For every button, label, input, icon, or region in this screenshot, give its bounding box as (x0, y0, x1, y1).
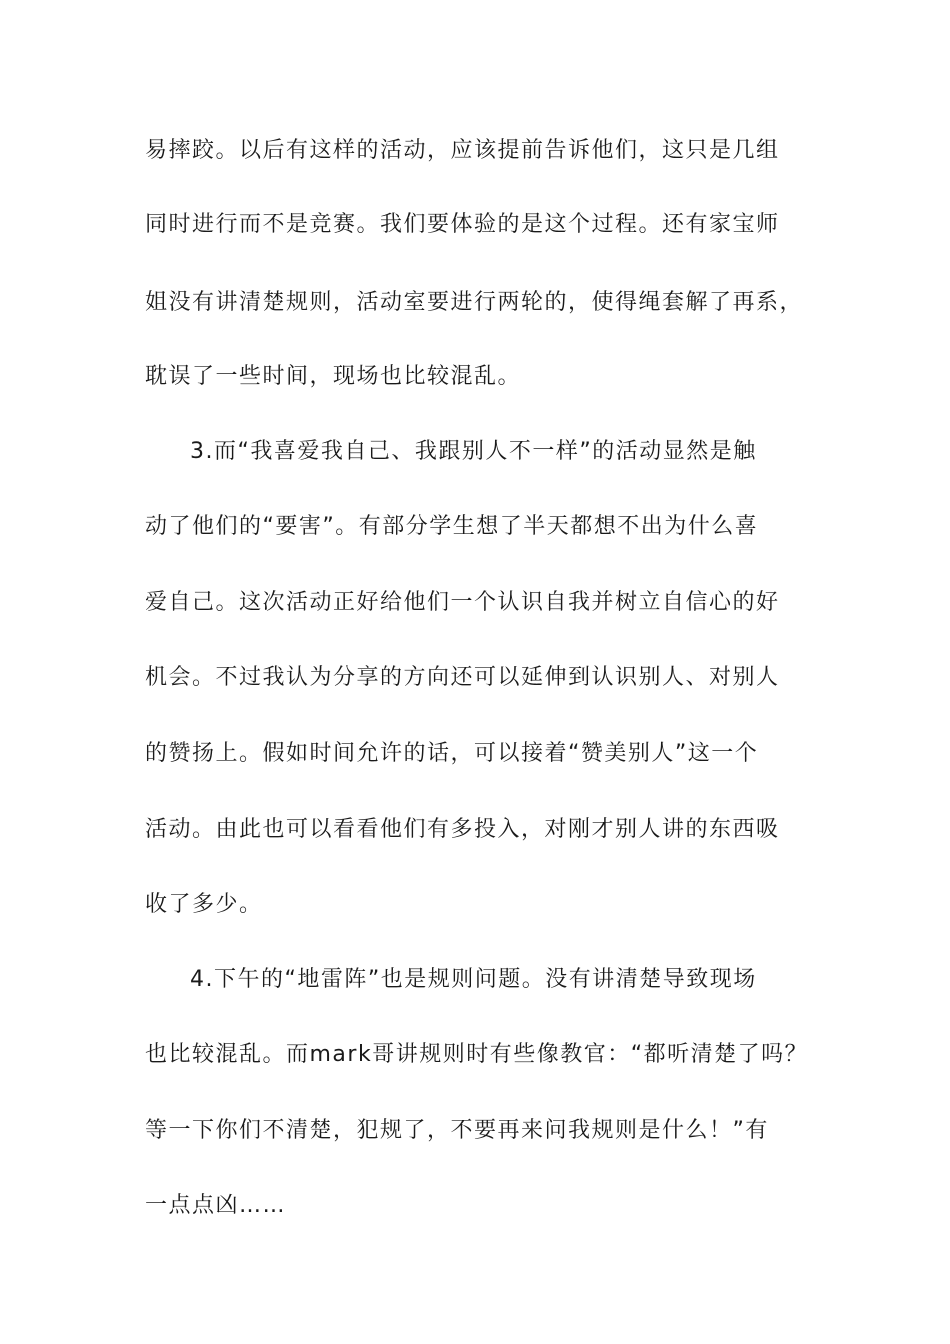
text-line: 机会。不过我认为分享的方向还可以延伸到认识别人、对别人 (145, 665, 780, 690)
text-line: 易摔跤。以后有这样的活动，应该提前告诉他们，这只是几组 (145, 138, 780, 163)
text-line: 活动。由此也可以看看他们有多投入，对刚才别人讲的东西吸 (145, 817, 780, 842)
text-line: 等一下你们不清楚，犯规了，不要再来问我规则是什么！”有 (145, 1118, 769, 1143)
text-line: 的赞扬上。假如时间允许的话，可以接着“赞美别人”这一个 (145, 741, 759, 766)
text-line: 姐没有讲清楚规则，活动室要进行两轮的，使得绳套解了再系， (145, 290, 804, 315)
text-line: 耽误了一些时间，现场也比较混乱。 (145, 364, 522, 389)
paragraph-4-first-line: 4.下午的“地雷阵”也是规则问题。没有讲清楚导致现场 (190, 967, 757, 992)
text-line: 也比较混乱。而mark哥讲规则时有些像教官：“都听清楚了吗？ (145, 1042, 809, 1067)
paragraph-3-first-line: 3.而“我喜爱我自己、我跟别人不一样”的活动显然是触 (190, 439, 757, 464)
text-line: 同时进行而不是竞赛。我们要体验的是这个过程。还有家宝师 (145, 212, 780, 237)
text-line: 收了多少。 (145, 892, 263, 917)
text-line: 爱自己。这次活动正好给他们一个认识自我并树立自信心的好 (145, 590, 780, 615)
text-line: 动了他们的“要害”。有部分学生想了半天都想不出为什么喜 (145, 514, 759, 539)
text-line: 一点点凶…… (145, 1193, 287, 1218)
